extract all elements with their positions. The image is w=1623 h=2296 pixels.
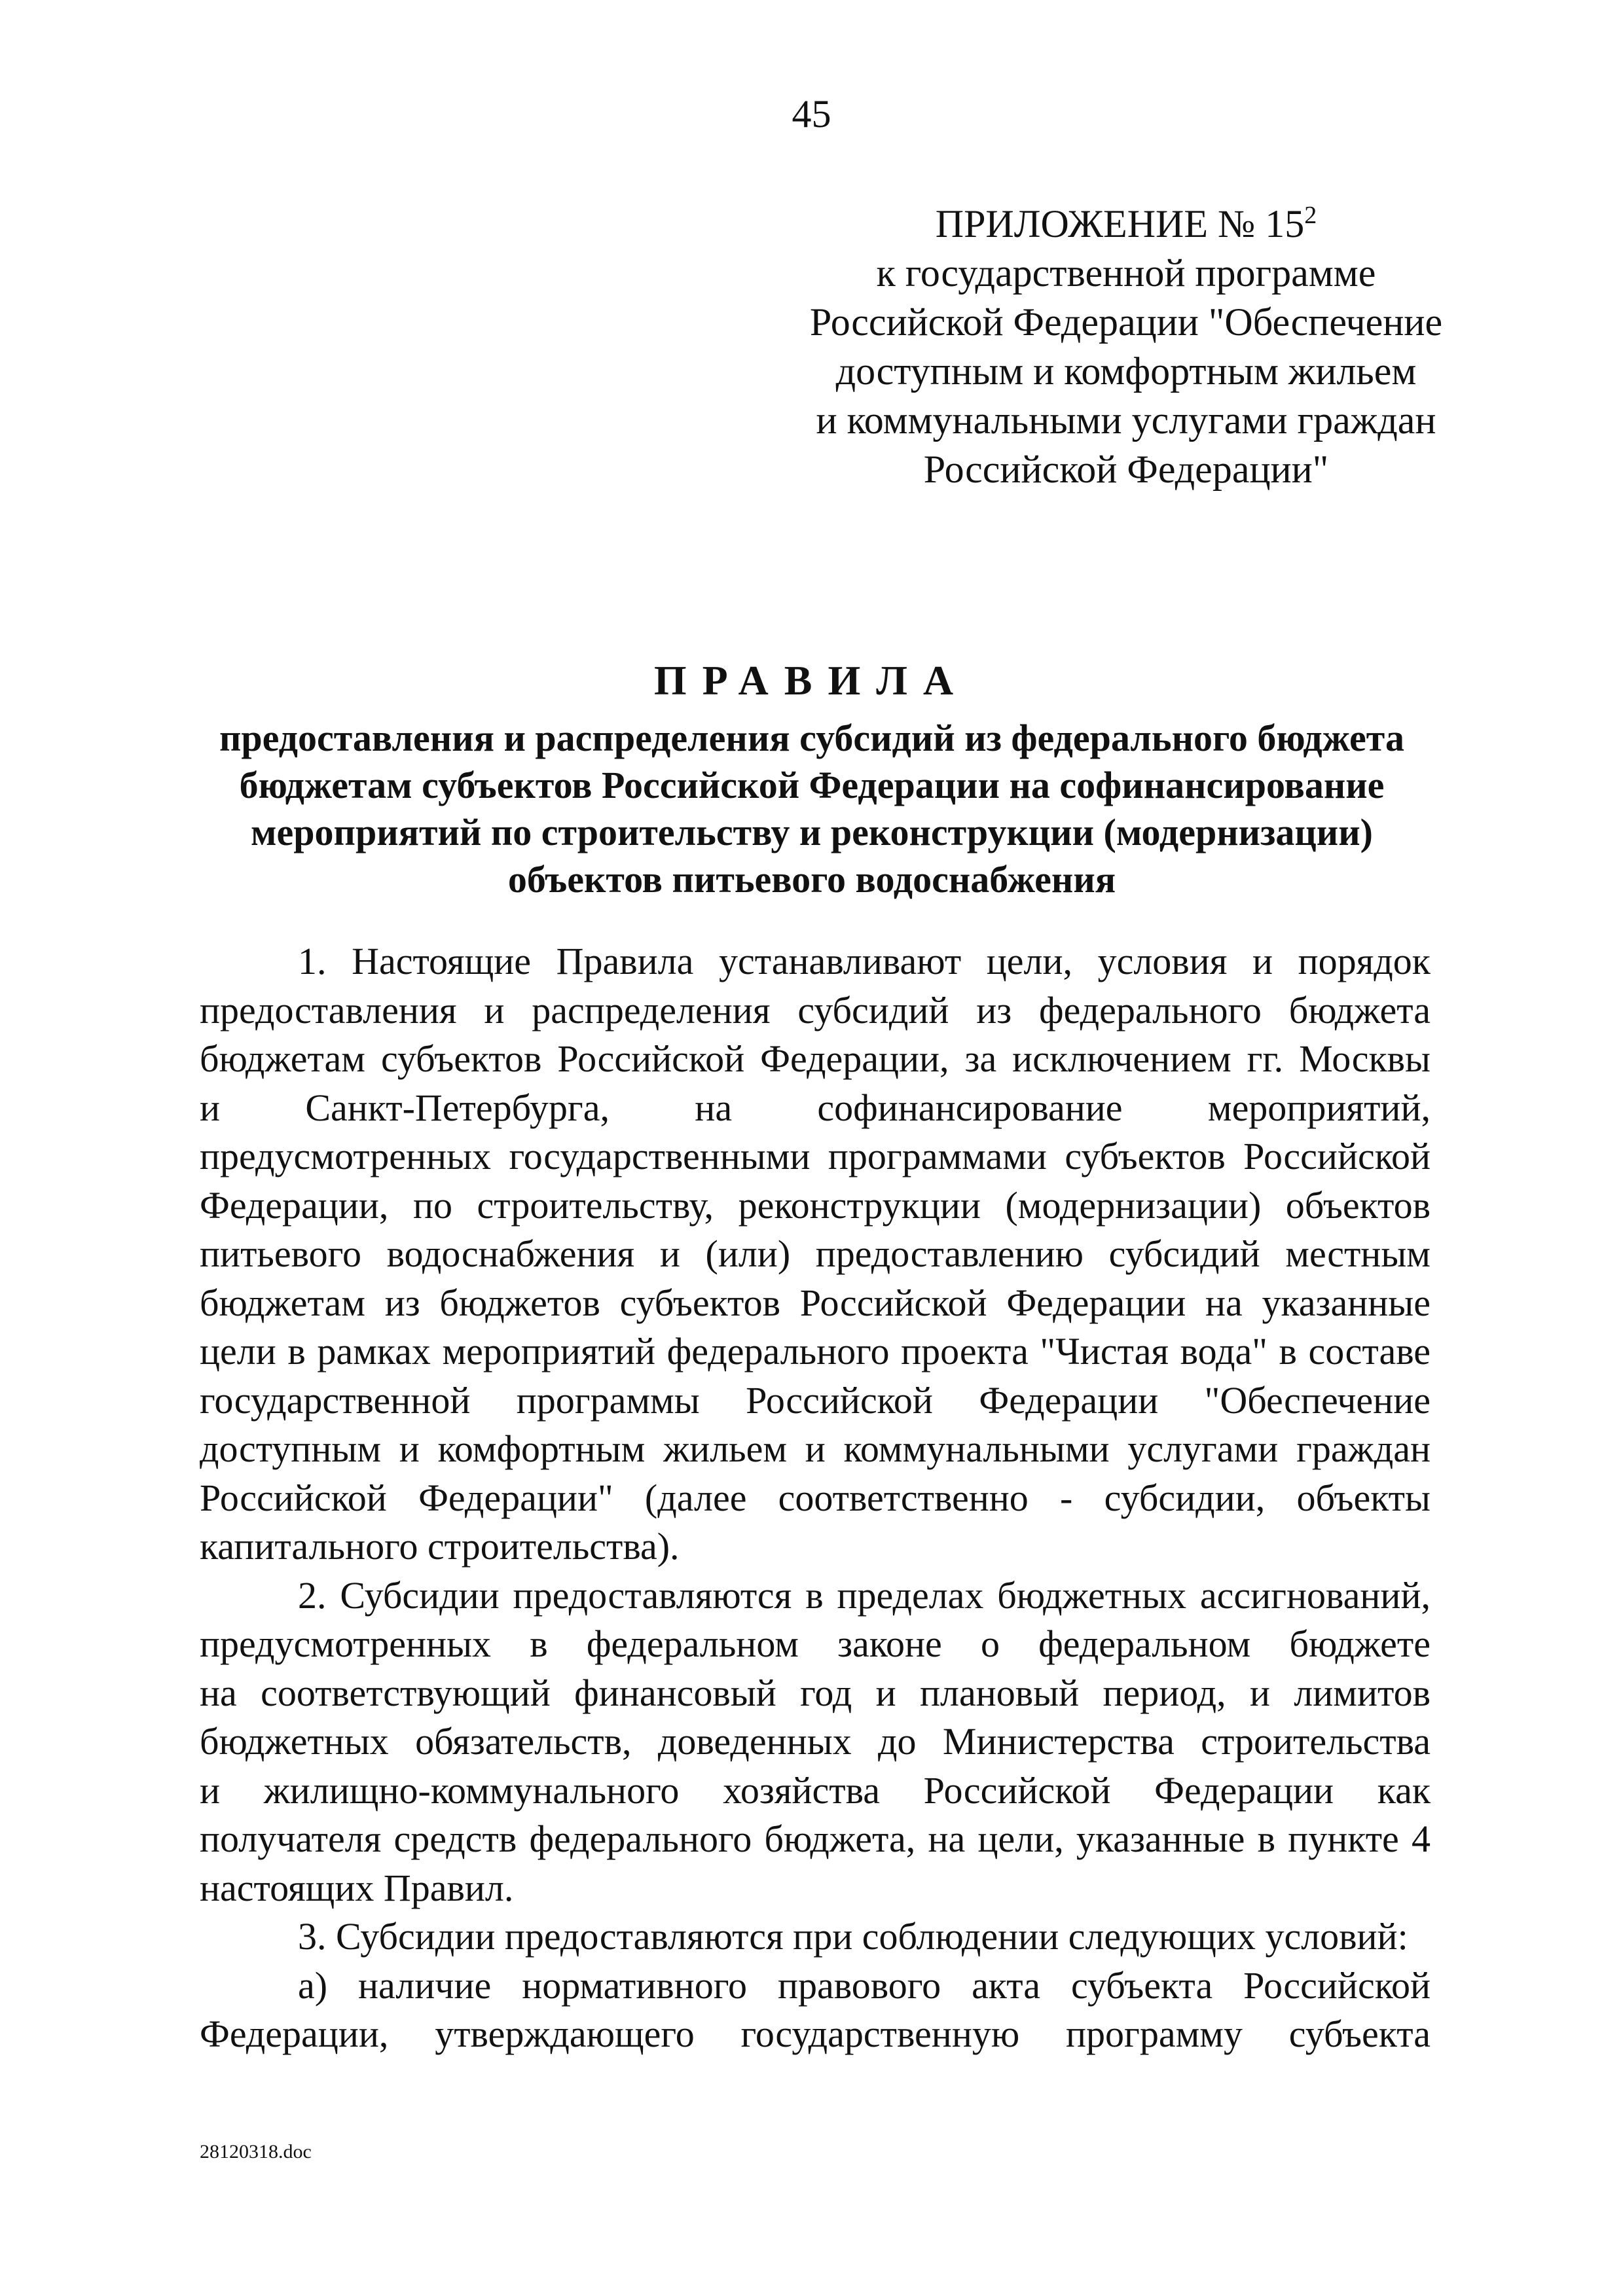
paragraph-line: 3. Субсидии предоставляются при соблюдении следующих условий:: [298, 1915, 1408, 1958]
paragraph-line: на соответствующий финансовый год и плановый период, и лимитов: [200, 1671, 1431, 1714]
paragraph-line: 2. Субсидии предоставляются в пределах бюджетных ассигнований,: [298, 1573, 1431, 1617]
paragraph-line: капитального строительства).: [200, 1525, 680, 1568]
appendix-label-line: [773, 200, 1480, 249]
appendix-line: Российской Федерации": [923, 448, 1329, 491]
page-number: 45: [792, 92, 831, 135]
appendix-header: [773, 200, 1480, 494]
appendix-line: к государственной программе: [876, 251, 1376, 295]
paragraph-line: 1. Настоящие Правила устанавливают цели, условия и порядок: [298, 940, 1431, 982]
paragraph-line: бюджетных обязательств, доведенных до Министерства строительства: [200, 1720, 1431, 1763]
paragraph-line: доступным и комфортным жильем и коммунальными услугами граждан: [200, 1427, 1431, 1470]
appendix-line: и коммунальными услугами граждан: [816, 399, 1436, 442]
subtitle-line: объектов питьевого водоснабжения: [507, 858, 1116, 901]
paragraph-2: [200, 1571, 1431, 1913]
paragraph-line: питьевого водоснабжения и (или) предоставлению субсидий местным: [200, 1232, 1431, 1275]
paragraph-line: цели в рамках мероприятий федерального проекта "Чистая вода" в составе: [200, 1330, 1431, 1372]
document-title: ПРАВИЛА: [653, 657, 970, 704]
paragraph-line: государственной программы Российской Федерации "Обеспечение: [200, 1378, 1431, 1422]
subtitle-line: предоставления и распределения субсидий из федерального бюджета: [219, 717, 1404, 759]
paragraph-3: [200, 1912, 1431, 1962]
paragraph-line: бюджетам субъектов Российской Федерации, за исключением гг. Москвы: [200, 1037, 1431, 1080]
paragraph-1: [200, 937, 1431, 1571]
document-subtitle: [190, 715, 1434, 903]
document-body: [200, 937, 1431, 2059]
subtitle-line: бюджетам субъектов Российской Федерации на софинансирование: [239, 764, 1385, 806]
appendix-line: Российской Федерации "Обеспечение: [809, 300, 1443, 344]
paragraph-line: получателя средств федерального бюджета, на цели, указанные в пункте 4: [200, 1818, 1431, 1860]
subtitle-line: мероприятий по строительству и реконструкции (модернизации): [251, 811, 1373, 853]
paragraph-line: Федерации, утверждающего государственную программу субъекта: [200, 2013, 1431, 2055]
paragraph-line: настоящих Правил.: [200, 1866, 514, 1909]
footer-filename: 28120318.doc: [200, 2141, 312, 2162]
paragraph-line: а) наличие нормативного правового акта субъекта Российской: [298, 1964, 1431, 2007]
appendix-superscript: 2: [1304, 202, 1317, 229]
paragraph-line: предусмотренных в федеральном законе о федеральном бюджете: [200, 1623, 1431, 1665]
paragraph-3a: [200, 1962, 1431, 2059]
appendix-label: ПРИЛОЖЕНИЕ № 15: [935, 202, 1305, 245]
paragraph-line: Федерации, по строительству, реконструкции (модернизации) объектов: [200, 1183, 1431, 1227]
appendix-line: доступным и комфортным жильем: [835, 350, 1417, 393]
paragraph-line: предусмотренных государственными программами субъектов Российской: [200, 1135, 1431, 1177]
paragraph-line: и жилищно-коммунального хозяйства Российской Федерации как: [200, 1768, 1431, 1812]
paragraph-line: бюджетам из бюджетов субъектов Российской Федерации на указанные: [200, 1281, 1431, 1324]
paragraph-line: предоставления и распределения субсидий из федерального бюджета: [200, 988, 1431, 1031]
paragraph-line: и Санкт-Петербурга, на софинансирование мероприятий,: [200, 1086, 1431, 1129]
paragraph-line: Российской Федерации" (далее соответственно - субсидии, объекты: [200, 1476, 1431, 1519]
